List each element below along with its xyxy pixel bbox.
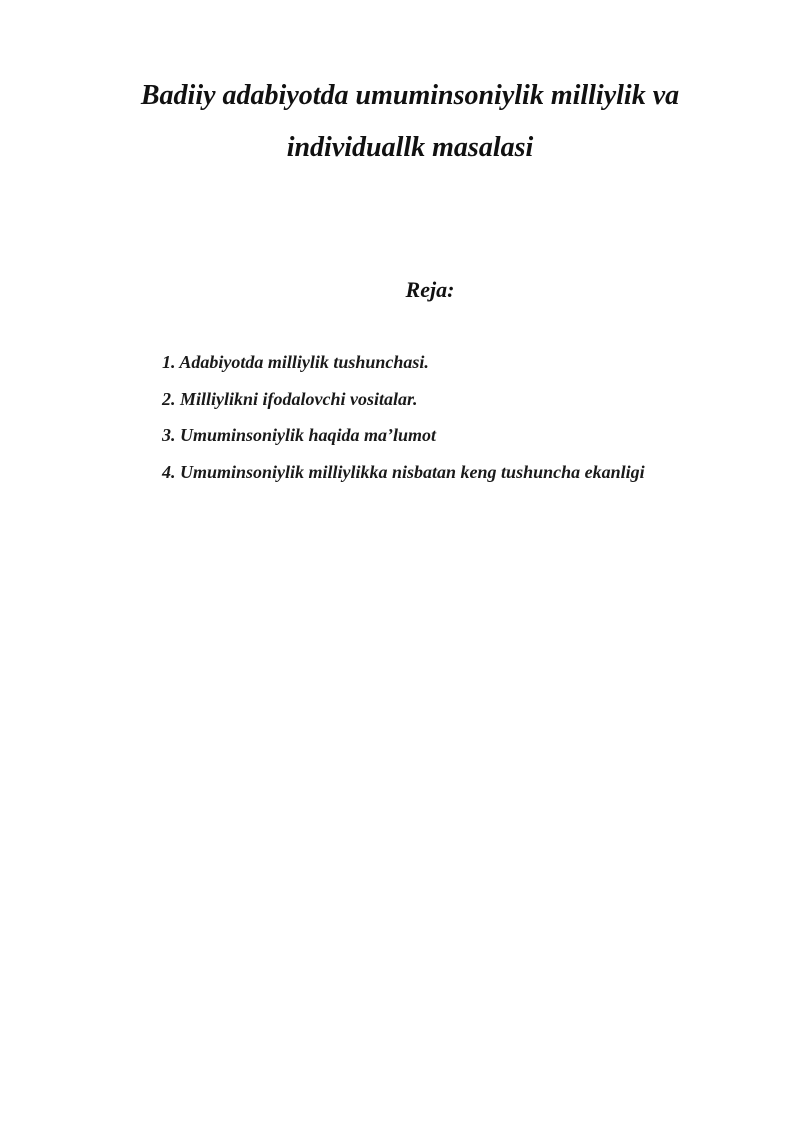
plan-item-2: 2. Milliylikni ifodalovchi vositalar. xyxy=(162,388,418,409)
plan-item-3: 3. Umuminsoniylik haqida ma’lumot xyxy=(162,425,437,445)
plan-item-1: 1. Adabiyotda milliylik tushunchasi. xyxy=(162,352,429,372)
title-line-1: Badiiy adabiyotda umuminsoniylik milliylik va xyxy=(140,80,680,111)
title-line-2: individuallk masalasi xyxy=(286,132,534,163)
plan-heading: Reja: xyxy=(405,277,455,302)
document-title xyxy=(90,70,730,174)
plan-list xyxy=(162,344,782,490)
plan-item-4: 4. Umuminsoniylik milliylikka nisbatan keng tushuncha ekanligi xyxy=(162,461,645,482)
